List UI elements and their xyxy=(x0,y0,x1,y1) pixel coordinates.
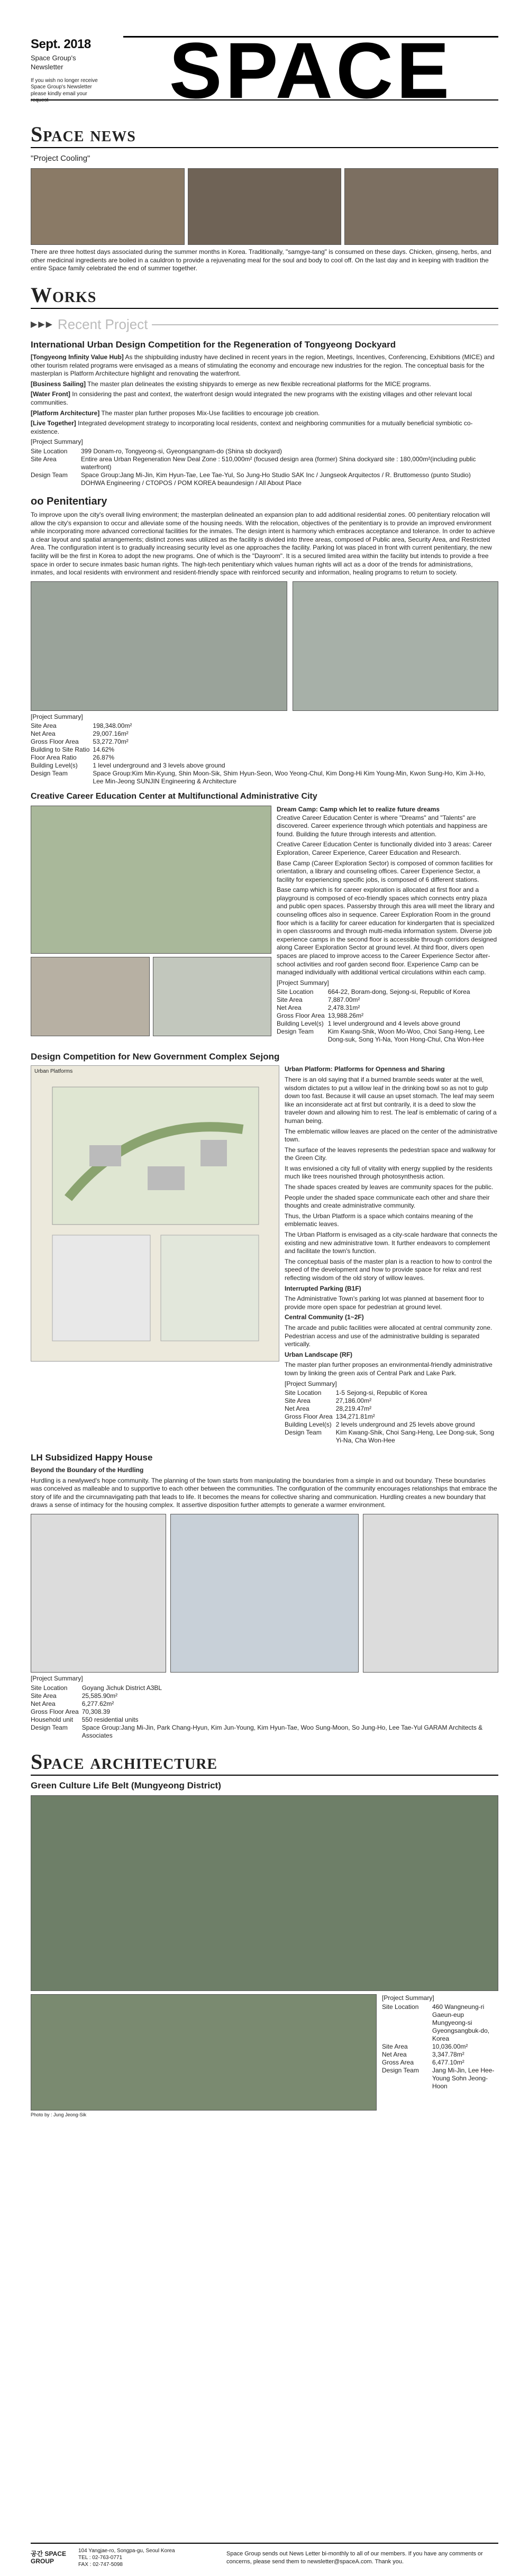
summary-label: [Project Summary] xyxy=(382,1994,434,2002)
green-culture-aerial-photo xyxy=(31,1795,498,1991)
spec-row xyxy=(31,471,498,487)
green-culture-bottom xyxy=(31,1994,498,2111)
green-culture-title: Green Culture Life Belt (Mungyeong District) xyxy=(31,1780,221,1791)
space-news-heading: Space news xyxy=(31,124,498,148)
career-concept xyxy=(277,806,498,838)
spec-value: 198,348.00m² xyxy=(93,722,132,730)
government-complex-body xyxy=(31,1065,498,1445)
career-center-images xyxy=(31,806,271,1044)
spec-row xyxy=(285,1397,498,1405)
para-text: The master plan further proposes Mix-Use facilities to encourage job creation. xyxy=(101,409,320,417)
spec-value: 6,277.62m² xyxy=(81,1700,114,1707)
gov-para-11: The arcade and public facilities were allocated at central community zone. Pedestrian access and use of the administrative building is separated vertically. xyxy=(285,1323,492,1348)
spec-key: Building Level(s) xyxy=(31,762,78,770)
career-center-text xyxy=(277,806,498,1044)
lh-specs xyxy=(31,1684,498,1740)
spec-key: Site Area xyxy=(277,996,303,1004)
lh-title: LH Subsidized Happy House xyxy=(31,1453,153,1463)
lh-aerial-render xyxy=(170,1514,359,1673)
summary-label: [Project Summary] xyxy=(31,712,83,720)
spec-value: 27,186.00m² xyxy=(335,1397,372,1405)
gov-para-1: There is an old saying that if a burned bramble seeds water at the well, wisdom dictates to put a willow leaf in the drinking bowl so as not to gulp down too fast. Because it will cause an upset stomach. The leaf may seem like an inconsiderate act at first but contrarily, it is a deed to slow the traveler down and allowing him to rest. The leaf is emblematic of caring of a human being. xyxy=(285,1075,497,1125)
tongyeong-para-5 xyxy=(31,419,498,436)
penitentiary-aerial-render xyxy=(31,581,287,711)
spec-row xyxy=(31,746,498,754)
spec-key: Site Location xyxy=(382,2003,419,2011)
spec-row xyxy=(382,2059,498,2067)
spec-row xyxy=(285,1413,498,1421)
spec-value: 26.87% xyxy=(93,754,115,762)
spec-value: 399 Donam-ro, Tongyeong-si, Gyeongsangnam-do (Shina sb dockyard) xyxy=(81,447,282,455)
spec-key: Building Level(s) xyxy=(285,1421,332,1429)
spec-row xyxy=(31,1700,498,1708)
gov-heading-2: Interrupted Parking (B1F) xyxy=(285,1284,361,1292)
spec-value: 70,308.39 xyxy=(81,1707,111,1715)
recent-project-banner xyxy=(31,315,498,334)
lh-images xyxy=(31,1514,498,1673)
penitentiary-images xyxy=(31,581,498,711)
government-complex-text xyxy=(285,1065,498,1445)
career-concept-text: Creative Career Education Center is where "Dreams" and "Talents" are discovered. Career experience through which potentials and happiness are found. Building the future through interests and attention. xyxy=(277,814,488,838)
summary-label: [Project Summary] xyxy=(277,979,329,986)
spec-row xyxy=(285,1405,498,1413)
career-center-render-1 xyxy=(31,957,150,1036)
tongyeong-para-4 xyxy=(31,409,498,418)
spec-key: Net Area xyxy=(31,730,56,738)
spec-row xyxy=(31,754,498,762)
works-heading: Works xyxy=(31,285,498,309)
government-complex-title: Design Competition for New Government Complex Sejong xyxy=(31,1052,280,1062)
spec-row xyxy=(31,770,498,785)
spec-value: Kim Kwang-Shik, Choi Sang-Heng, Lee Dong-suk, Song Yi-Na, Cha Won-Hee xyxy=(335,1429,495,1445)
photo-credit: Photo by : Jung Jeong-Sik xyxy=(31,2112,87,2117)
gov-heading-4: Urban Landscape (RF) xyxy=(285,1350,353,1358)
tongyeong-para-2 xyxy=(31,380,498,389)
penitentiary-title: oo Penitentiary xyxy=(31,496,107,507)
urban-platform-label: Urban Platforms xyxy=(34,1068,73,1075)
spec-value: 25,585.90m² xyxy=(81,1692,118,1700)
spec-row xyxy=(31,738,498,746)
tongyeong-para-3 xyxy=(31,390,498,407)
recent-project-label: Recent Project xyxy=(57,316,148,333)
gov-heading-3: Central Community (1~2F) xyxy=(285,1313,364,1321)
para-text: The master plan delineates the existing shipyards to emerge as new flexible recreational platforms for the MICE programs. xyxy=(87,380,431,388)
para-label: [Tongyeong Infinity Value Hub] xyxy=(31,353,124,361)
spec-value: Space Group:Kim Min-Kyung, Shin Moon-Sik, Shim Hyun-Seon, Woo Yeong-Chul, Kim Dong-Hi Kim Young-Min, Kwon Sung-Ho, Kim Ji-Ho, Lee Min-Jeong SUNJIN Engineering & Architecture xyxy=(93,770,486,785)
spec-key: Design Team xyxy=(31,471,68,479)
spec-value: Entire area Urban Regeneration New Deal Zone : 510,000m² (focused design area (former) Shina dockyard site : 180,000m²(including public waterfront) xyxy=(81,455,476,471)
summary-label: [Project Summary] xyxy=(285,1380,337,1387)
spec-value: 1 level underground and 4 levels above ground xyxy=(327,1020,460,1028)
penitentiary-birdseye-render xyxy=(293,581,498,711)
spec-value: 2 levels underground and 25 levels above ground xyxy=(335,1421,475,1429)
spec-key: Design Team xyxy=(382,2067,419,2075)
divider xyxy=(152,324,498,325)
spec-value: 3,347.78m² xyxy=(432,2051,464,2059)
spec-value: 1 level underground and 3 levels above ground xyxy=(93,762,225,770)
para-label: [Water Front] xyxy=(31,390,70,398)
career-specs xyxy=(277,988,498,1044)
spec-key: Site Location xyxy=(31,1684,68,1692)
spec-value: 14.62% xyxy=(93,746,115,754)
spec-value: 134,271.81m² xyxy=(335,1413,375,1421)
lh-tower-render xyxy=(31,1514,166,1673)
spec-value: 2,478.31m² xyxy=(327,1004,360,1012)
spec-row xyxy=(31,1692,498,1700)
news-photo-3 xyxy=(344,168,498,245)
spec-value: 1-5 Sejong-si, Republic of Korea xyxy=(335,1389,427,1397)
news-photo-2 xyxy=(188,168,342,245)
spec-key: Net Area xyxy=(31,1700,56,1707)
newsletter-subtitle: Space Group's Newsletter xyxy=(31,54,76,71)
green-culture-specs xyxy=(382,2003,498,2090)
gov-para-3: The surface of the leaves represents the pedestrian space and walkway for the Green City. xyxy=(285,1146,496,1162)
para-label: [Business Sailing] xyxy=(31,380,86,388)
gov-para-5: The shade spaces created by leaves are community spaces for the public. xyxy=(285,1183,494,1191)
green-culture-courtyard-photo xyxy=(31,1994,377,2111)
masthead-info xyxy=(31,36,107,104)
spec-key: Site Area xyxy=(31,722,57,730)
spec-key: Gross Area xyxy=(382,2059,414,2067)
spec-key: Site Location xyxy=(31,447,68,455)
lh-subtitle: Beyond the Boundary of the Hurdling xyxy=(31,1466,144,1474)
spec-value: 29,007.16m² xyxy=(93,730,129,738)
spec-value: Kim Kwang-Shik, Woon Mo-Woo, Choi Sang-Heng, Lee Dong-suk, Song Yi-Na, Yoon Hong-Chul, Cha Won-Hee xyxy=(327,1028,485,1044)
para-text: As the shipbuilding industry have declined in recent years in the region, Meetings, Incentives, Conferencing, Exhibitions (MICE) and other tourism related programs were envisaged as a means of stimulating the economy and encourage new industries for the region. The conceptual basis for the masterplan is Platform Architecture highlight and renovating the waterfront. xyxy=(31,353,495,378)
spec-key: Gross Floor Area xyxy=(31,738,79,746)
footer-note: Space Group sends out News Letter bi-monthly to all of our members. If you have any comments or concerns, please send them to newsletter@spaceA.com. Thank you. xyxy=(226,2551,483,2565)
gov-para-12: The master plan further proposes an environmental-friendly administrative town by linking the green axis of Central Park and Lake Park. xyxy=(285,1361,492,1377)
tongyeong-specs xyxy=(31,447,498,487)
spec-key: Household unit xyxy=(31,1715,74,1723)
spec-value: 7,887.00m² xyxy=(327,996,360,1004)
spec-row xyxy=(285,1421,498,1429)
para-label: [Platform Architecture] xyxy=(31,409,100,417)
summary-label: [Project Summary] xyxy=(31,438,83,446)
penitentiary-text: To improve upon the city's overall living environment; the masterplan delineated an expansion plan to add additional residential zones. 00 penitentiary relocation will allow the city's expansion to occur and alleviate some of the housing needs. With the relocation, objectives of the penitentiary is to provide an improved environment while incorporating more advanced correctional facilities for the inmates. The design intent is harmony which embraces acceptance and tolerance. In order to achieve a clear layout and spatial arrangements; distinct zones was utilized as the facility is divided into three areas, composed of Public area, Security Area, and Restricted Area. The configuration intent is to gradually increasing security level as one approaches the facility. Parking lot was placed in front with current penitentiary, the new facility will be the first in Korea to adopt the new programs. One of which is the "Dayroom". It is a secured limited area within the facility but intends to provide a free space in order to secure inmates basic human rights. The high-tech penitentiary which values human rights will act as a door of the trends for administrations, inmates, and local residents with environment and resident-friendly space with reinforced security and information, healing programs to return to society. xyxy=(31,511,495,577)
issue-date: Sept. 2018 xyxy=(31,37,91,51)
gov-para-4: It was envisioned a city full of vitality with energy supplied by the residents much like trees nourished through photosynthesis action. xyxy=(285,1164,492,1181)
news-photo-row xyxy=(31,168,498,245)
spec-key: Design Team xyxy=(31,770,68,778)
spec-key: Design Team xyxy=(31,1723,68,1731)
spec-value: Jang Mi-Jin, Lee Hee-Young Sohn Jeong-Hoon xyxy=(432,2067,495,2090)
career-center-body xyxy=(31,806,498,1044)
spec-row xyxy=(31,762,498,770)
spec-row xyxy=(382,2043,498,2051)
spec-row xyxy=(31,1724,498,1740)
green-culture-summary xyxy=(382,1994,498,2111)
spec-row xyxy=(31,1708,498,1716)
urban-platform-diagram xyxy=(31,1065,279,1362)
career-para-3: Base camp which is for career exploration is allocated at first floor and a playground is composed of eco-friendly spaces which connects entry plaza and public open spaces. Passersby through this area will meet the library and counseling offices also in sequence. Career Exploration Room in the ground floor which is a facility for career education for kindergarten that is specialized in open classrooms and through multi-media information system. Diverse job experience camps in the second floor is accessible through corridors designed along Career Exploration Sector at ground level. At third floor, divers open spaces are placed to improve access to the Career Experience Sector after-school activities and roof garden second floor. Experience Camp can be managed individually with additional vertical circulations within each camp. xyxy=(277,886,497,976)
spec-row xyxy=(277,1020,498,1028)
spec-key: Site Area xyxy=(31,1692,57,1700)
spec-key: Site Area xyxy=(31,455,57,463)
newsletter-title: SPACE xyxy=(123,36,498,101)
spec-row xyxy=(285,1429,498,1445)
spec-key: Gross Floor Area xyxy=(31,1707,79,1715)
spec-value: 10,036.00m² xyxy=(432,2043,468,2051)
spec-value: 550 residential units xyxy=(81,1715,139,1723)
career-center-aerial-render xyxy=(31,806,271,954)
spec-row xyxy=(31,1716,498,1724)
gov-para-6: People under the shaded space communicate each other and share their thoughts and create administrative community. xyxy=(285,1193,490,1210)
government-specs xyxy=(285,1389,498,1445)
spec-row xyxy=(382,2003,498,2043)
gov-para-7: Thus, the Urban Platform is a space which contains meaning of the emblematic leaves. xyxy=(285,1212,473,1228)
spec-row xyxy=(277,1028,498,1044)
spec-row xyxy=(31,447,498,455)
spec-key: Design Team xyxy=(277,1028,314,1036)
spec-row xyxy=(31,455,498,471)
spec-row xyxy=(277,996,498,1004)
fax-line: FAX : 02-747-5098 xyxy=(78,2562,123,2568)
para-text: In considering the past and context, the waterfront design would integrated the new programs with the existing villages and other relevant local communities. xyxy=(31,390,472,407)
space-architecture-heading: Space architecture xyxy=(31,1751,498,1776)
spec-row xyxy=(31,730,498,738)
spec-row xyxy=(31,722,498,730)
spec-value: 53,272.70m² xyxy=(93,738,129,746)
spec-row xyxy=(31,1684,498,1692)
career-center-render-2 xyxy=(153,957,272,1036)
para-text: Integrated development strategy to incorporating local residents, context and neighboring communities for a mutually beneficial symbiotic co-existence. xyxy=(31,419,473,435)
spec-key: Design Team xyxy=(285,1429,322,1437)
lh-text: Hurdling is a newlywed's hope community. The planning of the town starts from manipulating the boundaries from a simple in and out boundary. These boundaries was conceived as malleable and to supportive to each other between the communities. The configuration of the community encourages relationships that embrace the story of life and the circumnavigating path that leads to life. It becomes the means for collective sharing and communication. Hurdling creates a new boundary that draws a sense of intimacy for the housing complex. It assertive disposition further attempts to generate a warmer environment. xyxy=(31,1476,497,1509)
gov-para-2: The emblematic willow leaves are placed on the center of the administrative town. xyxy=(285,1127,498,1144)
spec-value: 6,477.10m² xyxy=(432,2059,464,2067)
masthead xyxy=(31,0,498,115)
news-text: There are three hottest days associated during the summer months in Korea. Traditionally, "samgye-tang" is consumed on these days. Chicken, ginseng, herbs, and other medicinal ingredients are boiled in a cauldron to provide a rejuvenating meal for the soul and body to cool off. On the last day and in keeping with tradition the entire Space family celebrated the end of summer together. xyxy=(31,248,491,272)
spec-key: Net Area xyxy=(277,1004,302,1012)
spec-key: Site Area xyxy=(285,1397,311,1405)
spec-value: Goyang Jichuk District A3BL xyxy=(81,1684,162,1692)
unsubscribe-note: If you wish no longer receive Space Group's Newsletter please kindly email your request xyxy=(31,77,98,104)
news-photo-1 xyxy=(31,168,185,245)
spec-key: Site Location xyxy=(277,988,314,996)
spec-value: 28,219.47m² xyxy=(335,1405,372,1413)
spec-key: Site Location xyxy=(285,1389,322,1397)
spec-value: 664-22, Boram-dong, Sejong-si, Republic of Korea xyxy=(327,988,470,996)
spec-key: Gross Floor Area xyxy=(285,1413,333,1421)
gov-para-10: The Administrative Town's parking lot was planned at basement floor to provide more open space for pedestrian at ground level. xyxy=(285,1295,484,1311)
spec-value: 460 Wangneung-ri Gaeun-eup Mungyeong-si Gyeongsangbuk-do, Korea xyxy=(432,2003,490,2043)
career-center-small-images xyxy=(31,957,271,1036)
career-para-2: Base Camp (Career Exploration Sector) is composed of common facilities for orientation, a library and counseling offices. Career Experience Sector, a facility for experiencing specific jobs, is composed of 6 different stations. xyxy=(277,859,493,883)
career-para-1: Creative Career Education Center is functionally divided into 3 areas: Career Exploration, Career Experience, Career Education and Research. xyxy=(277,841,492,856)
address-line: 104 Yangjae-ro, Songpa-gu, Seoul Korea xyxy=(78,2548,175,2554)
spec-value: Space Group:Jang Mi-Jin, Kim Hyun-Tae, Lee Tae-Yul, So Jung-Ho Studio SAK Inc / Jungseok Arquitectos / R. Bruttomesso (punto Studio) DOHWA Engineering / CTOPOS / POM KOREA beaundesign / All About Place xyxy=(81,471,471,487)
spec-row xyxy=(382,2051,498,2059)
spec-row xyxy=(285,1389,498,1397)
tongyeong-title: International Urban Design Competition for the Regeneration of Tongyeong Dockyard xyxy=(31,340,396,350)
spec-key: Site Area xyxy=(382,2043,408,2051)
news-quote: "Project Cooling" xyxy=(31,154,90,163)
penitentiary-specs xyxy=(31,722,498,785)
phone-line: TEL : 02-763-0771 xyxy=(78,2555,123,2561)
tongyeong-para-1 xyxy=(31,353,498,378)
spec-key: Net Area xyxy=(285,1405,309,1413)
spec-row xyxy=(277,1012,498,1020)
footer-address xyxy=(78,2547,216,2568)
spec-value: 13,988.26m² xyxy=(327,1012,364,1020)
gov-para-9: The conceptual basis of the master plan is a reaction to how to control the speed of the development and how to provide space for relax and rest reflecting wisdom of the old story of willow leaves. xyxy=(285,1257,492,1282)
gov-para-8: The Urban Platform is envisaged as a city-scale hardware that connects the existing and new administrative town. It further endeavors to complement and facilitate the town's function. xyxy=(285,1231,498,1255)
spec-row xyxy=(382,2067,498,2090)
site-plan-sketch xyxy=(31,1066,279,1361)
career-center-title: Creative Career Education Center at Multifunctional Administrative City xyxy=(31,792,317,801)
space-group-logo: 공간 SPACE GROUP xyxy=(31,2550,66,2565)
summary-label: [Project Summary] xyxy=(31,1675,83,1683)
gov-heading-1: Urban Platform: Platforms for Openness and Sharing xyxy=(285,1065,445,1073)
spec-row xyxy=(277,988,498,996)
footer xyxy=(31,2543,498,2572)
career-concept-bold: Dream Camp: Camp which let to realize future dreams xyxy=(277,805,440,813)
spec-value: Space Group:Jang Mi-Jin, Park Chang-Hyun, Kim Jun-Young, Kim Hyun-Tae, Woo Sung-Moon, So Jung-Ho, Lee Tae-Yul GARAM Architects & Associates xyxy=(81,1723,483,1739)
spec-key: Net Area xyxy=(382,2051,407,2059)
para-label: [Live Together] xyxy=(31,419,76,427)
spec-key: Building to Site Ratio xyxy=(31,746,90,754)
spec-key: Floor Area Ratio xyxy=(31,754,77,762)
spec-key: Gross Floor Area xyxy=(277,1012,325,1020)
spec-key: Building Level(s) xyxy=(277,1020,324,1028)
spec-row xyxy=(277,1004,498,1012)
arrow-bullets-icon: ▶▶▶ xyxy=(31,319,53,329)
lh-facade-render xyxy=(363,1514,498,1673)
